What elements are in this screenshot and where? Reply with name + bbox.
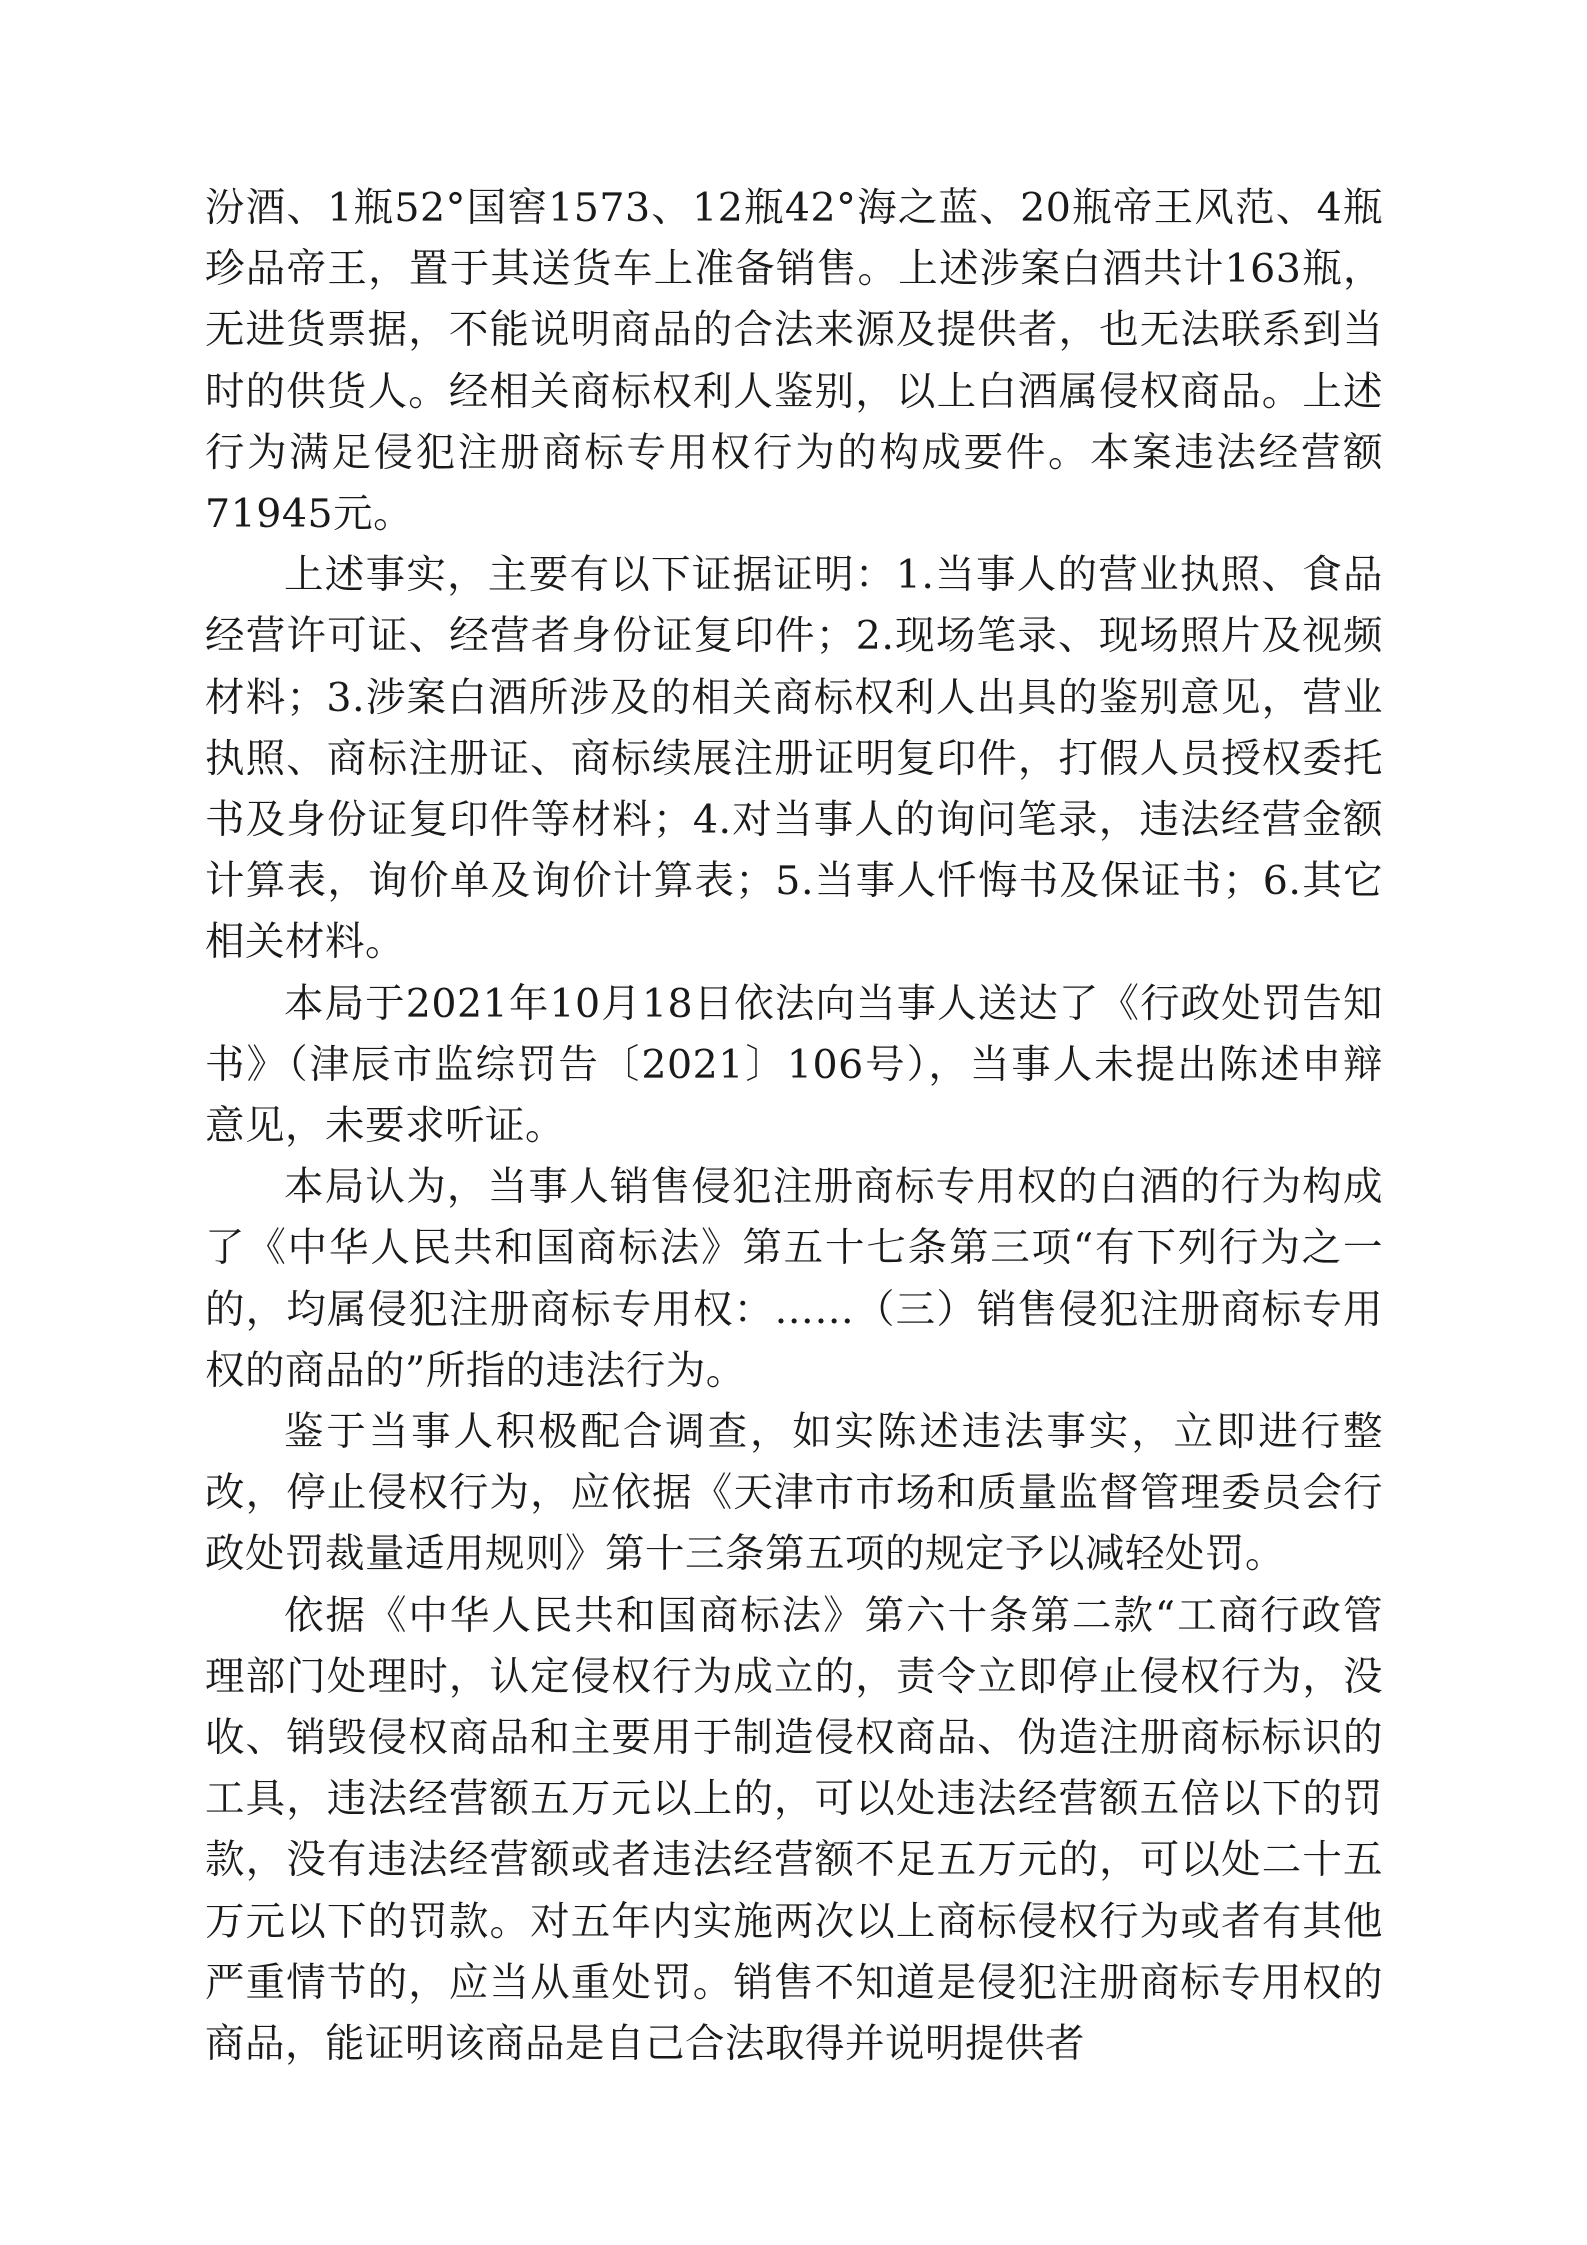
paragraph-evidence: 上述事实，主要有以下证据证明：1.当事人的营业执照、食品经营许可证、经营者身份证复印件；2.现场笔录、现场照片及视频材料；3.涉案白酒所涉及的相关商标权利人出具的鉴别意见，营业执照、商标注册证、商标续展注册证明复印件，打假人员授权委托书及身份证复印件等材料；4.对当事人的询问笔录，违法经营金额计算表，询价单及询价计算表；5.当事人忏悔书及保证书；6.其它相关材料。 [205, 552, 1383, 966]
paragraph-notice: 本局于2021年10月18日依法向当事人送达了《行政处罚告知书》（津辰市监综罚告〔2021〕106号），当事人未提出陈述申辩意见，未要求听证。 [205, 980, 1383, 1150]
paragraph-mitigation: 鉴于当事人积极配合调查，如实陈述违法事实，立即进行整改，停止侵权行为，应依据《天津市市场和质量监督管理委员会行政处罚裁量适用规则》第十三条第五项的规定予以减轻处罚。 [205, 1409, 1383, 1578]
paragraph-legal-basis: 依据《中华人民共和国商标法》第六十条第二款“工商行政管理部门处理时，认定侵权行为成立的，责令立即停止侵权行为，没收、销毁侵权商品和主要用于制造侵权商品、伪造注册商标标识的工具，违法经营额五万元以上的，可以处违法经营额五倍以下的罚款，没有违法经营额或者违法经营额不足五万元的，可以处二十五万元以下的罚款。对五年内实施两次以上商标侵权行为或者有其他严重情节的，应当从重处罚。销售不知道是侵犯注册商标专用权的商品，能证明该商品是自己合法取得并说明提供者 [205, 1592, 1383, 2068]
document-body [205, 178, 1383, 2075]
paragraph-facts-continued: 汾酒、1瓶52°国窖1573、12瓶42°海之蓝、20瓶帝王风范、4瓶珍品帝王，置于其送货车上准备销售。上述涉案白酒共计163瓶，无进货票据，不能说明商品的合法来源及提供者，也无法联系到当时的供货人。经相关商标权利人鉴别，以上白酒属侵权商品。上述行为满足侵犯注册商标专用权行为的构成要件。本案违法经营额71945元。 [205, 185, 1383, 538]
paragraph-finding: 本局认为，当事人销售侵犯注册商标专用权的白酒的行为构成了《中华人民共和国商标法》第五十七条第三项“有下列行为之一的，均属侵犯注册商标专用权：……（三）销售侵犯注册商标专用权的商品的”所指的违法行为。 [205, 1164, 1383, 1394]
